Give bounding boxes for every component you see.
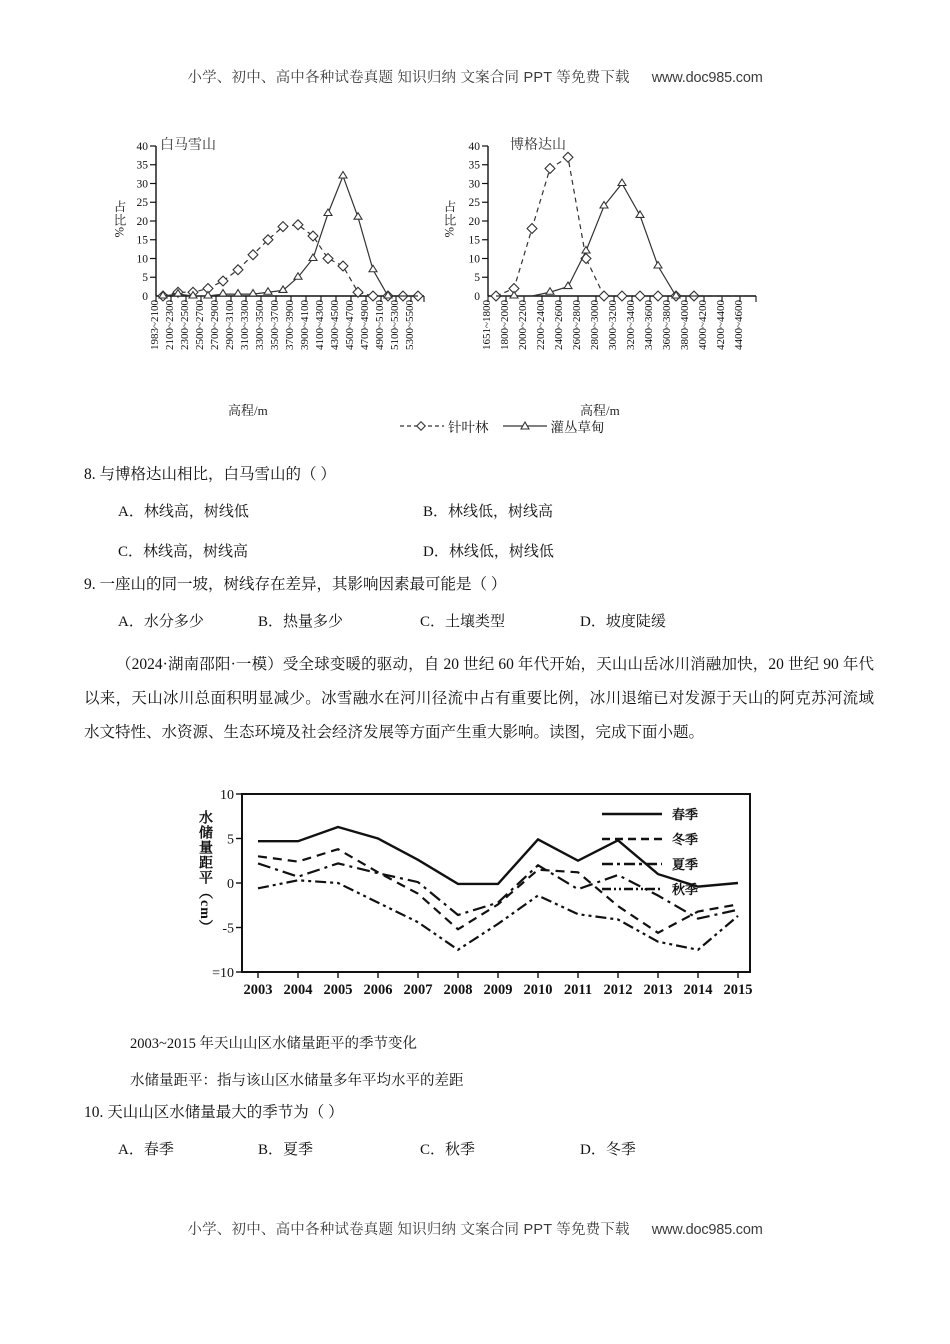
passage-paragraph: （2024·湖南邵阳·一模）受全球变暖的驱动，自 20 世纪 60 年代开始，天山山岳冰川消融加快，20 世纪 90 年代以来，天山冰川总面积明显减少。冰雪融水在河川径流中占有重要比例，冰川退缩已对发源于天山的阿克苏河流域水文特性、水资源、生态环境及社会经济发展等方面产生重大影响。读图，完成下面小题。	[84, 656, 874, 741]
x-tick: 4000~4200	[697, 300, 709, 350]
option-key: C．	[420, 614, 446, 630]
chart-title-bogedashan: 博格达山	[510, 138, 566, 153]
x-tick: 4900~5100	[374, 300, 386, 350]
question-9-option-a[interactable]	[118, 610, 204, 631]
x-tick: 2100~2300	[164, 300, 176, 350]
watermark-top	[0, 66, 950, 87]
svg-text:35: 35	[468, 159, 480, 172]
svg-text:2004: 2004	[283, 982, 313, 998]
plot-area-baimaxueshan	[108, 128, 438, 313]
x-tick: 2400~2600	[553, 300, 565, 350]
option-key: C．	[118, 544, 144, 560]
svg-text:=10: =10	[212, 966, 234, 981]
svg-text:-5: -5	[222, 921, 234, 937]
svg-text:2012: 2012	[603, 982, 633, 998]
figure2-caption-title: 2003~2015 年天山山区水储量距平的季节变化	[130, 1036, 417, 1052]
x-tick: 1800~2000	[499, 300, 511, 350]
x-tick: 3000~3200	[607, 300, 619, 350]
question-10-number: 10.	[84, 1104, 104, 1121]
option-text: 林线低，树线低	[448, 544, 554, 560]
question-9-option-b[interactable]	[258, 610, 343, 631]
svg-text:2014: 2014	[683, 982, 713, 998]
legend-swatch-solid-triangle	[503, 420, 547, 432]
option-text: 水分多少	[143, 614, 204, 630]
x-tick: 2300~2500	[179, 300, 191, 350]
option-key: D．	[580, 614, 606, 630]
option-key: D．	[423, 544, 449, 560]
svg-text:2003: 2003	[243, 982, 273, 998]
option-text: 林线高，树线低	[143, 504, 249, 520]
x-tick: 3400~3600	[643, 300, 655, 350]
svg-text:10: 10	[468, 253, 480, 266]
x-tick: 2000~2200	[517, 300, 529, 350]
question-8-number: 8.	[84, 466, 96, 483]
option-text: 夏季	[283, 1142, 314, 1158]
question-8-option-a[interactable]	[118, 500, 249, 521]
x-tick: 4700~4900	[359, 300, 371, 350]
watermark-text: 小学、初中、高中各种试卷真题 知识归纳 文案合同 PPT 等免费下载	[187, 70, 630, 86]
x-tick: 3700~3900	[284, 300, 296, 350]
svg-text:5: 5	[227, 832, 234, 848]
x-tick: 3900~4100	[299, 300, 311, 350]
y-axis-label-water-storage: 水储量距平（cm）	[197, 810, 212, 935]
option-text: 热量多少	[283, 614, 344, 630]
x-tick: 3800~4000	[679, 300, 691, 350]
chart-bogedashan	[430, 128, 760, 428]
x-tick: 4400~4600	[733, 300, 745, 350]
plot-area-water-storage	[196, 788, 756, 1020]
x-tick: 2500~2700	[194, 300, 206, 350]
chart-baimaxueshan	[108, 128, 438, 428]
option-key: A．	[118, 1142, 144, 1158]
question-10-option-b[interactable]	[258, 1138, 313, 1159]
svg-text:2011: 2011	[563, 982, 593, 998]
svg-text:秋季: 秋季	[672, 882, 699, 897]
option-key: B．	[258, 614, 284, 630]
question-9-stem	[84, 572, 506, 594]
legend-label-shrub-meadow: 灌丛草甸	[550, 420, 605, 435]
svg-text:40: 40	[468, 141, 480, 153]
question-9-text: 一座山的同一坡，树线存在差异，其影响因素最可能是（ ）	[99, 576, 507, 593]
question-8-text: 与博格达山相比，白马雪山的（ ）	[99, 466, 336, 483]
question-10-option-d[interactable]	[580, 1138, 636, 1159]
y-axis-label-bogedashan: 占比%	[442, 200, 456, 239]
question-9-option-d[interactable]	[580, 610, 666, 631]
question-9-option-c[interactable]	[420, 610, 505, 631]
question-10-text: 天山山区水储量最大的季节为（ ）	[107, 1104, 344, 1121]
figure1-legend	[400, 416, 605, 436]
svg-text:2008: 2008	[443, 982, 473, 998]
x-tick: 4200~4400	[715, 300, 727, 350]
x-tick: 1651~1800	[481, 300, 493, 350]
watermark-text: 小学、初中、高中各种试卷真题 知识归纳 文案合同 PPT 等免费下载	[187, 1222, 630, 1238]
svg-text:35: 35	[136, 159, 148, 172]
legend-entry-coniferous-forest	[400, 416, 489, 436]
legend-swatch-dashed-diamond	[400, 420, 444, 432]
option-text: 冬季	[605, 1142, 636, 1158]
x-tick: 2200~2400	[535, 300, 547, 350]
question-10-stem	[84, 1100, 344, 1122]
legend-label-coniferous-forest: 针叶林	[448, 420, 489, 435]
option-key: A．	[118, 504, 144, 520]
option-text: 春季	[143, 1142, 174, 1158]
watermark-bottom	[0, 1218, 950, 1239]
svg-text:夏季: 夏季	[672, 857, 699, 872]
x-tick: 3500~3700	[269, 300, 281, 350]
x-tick: 2600~2800	[571, 300, 583, 350]
option-key: C．	[420, 1142, 446, 1158]
svg-text:0: 0	[227, 877, 234, 892]
chart-title-baimaxueshan: 白马雪山	[160, 138, 216, 153]
svg-text:25: 25	[468, 197, 480, 210]
question-9-number: 9.	[84, 576, 96, 593]
x-tick: 4300~4500	[329, 300, 341, 350]
svg-text:2007: 2007	[403, 982, 433, 998]
x-tick: 3300~3500	[254, 300, 266, 350]
svg-text:2005: 2005	[323, 982, 353, 998]
question-8-option-c[interactable]	[118, 540, 248, 561]
y-axis-label-baimaxueshan: 占比%	[112, 200, 126, 239]
question-10-option-a[interactable]	[118, 1138, 174, 1159]
svg-text:30: 30	[468, 178, 480, 191]
svg-text:10: 10	[220, 788, 234, 803]
x-tick: 2900~3100	[224, 300, 236, 350]
watermark-url: www.doc985.com	[651, 70, 763, 86]
svg-text:25: 25	[136, 197, 148, 210]
figure2-caption-note: 水储量距平：指与该山区水储量多年平均水平的差距	[130, 1073, 464, 1089]
svg-text:2013: 2013	[643, 982, 673, 998]
option-text: 林线低，树线高	[448, 504, 554, 520]
x-tick: 3100~3300	[239, 300, 251, 350]
svg-text:15: 15	[468, 234, 480, 247]
option-key: D．	[580, 1142, 606, 1158]
option-text: 坡度陡缓	[605, 614, 666, 630]
svg-text:30: 30	[136, 178, 148, 191]
svg-text:冬季: 冬季	[672, 832, 699, 847]
legend-water-storage	[602, 807, 698, 897]
question-8-option-b[interactable]	[423, 500, 553, 521]
svg-text:0: 0	[474, 291, 480, 303]
x-tick: 3200~3400	[625, 300, 637, 350]
legend-entry-shrub-meadow	[503, 416, 605, 436]
svg-text:春季: 春季	[672, 807, 699, 822]
svg-text:15: 15	[136, 234, 148, 247]
option-key: B．	[258, 1142, 284, 1158]
x-tick: 4100~4300	[314, 300, 326, 350]
svg-text:10: 10	[136, 253, 148, 266]
svg-text:5: 5	[474, 272, 480, 285]
svg-text:2015: 2015	[723, 982, 753, 998]
figure-water-storage-anomaly	[196, 788, 756, 1020]
question-10-option-c[interactable]	[420, 1138, 475, 1159]
watermark-url: www.doc985.com	[651, 1222, 763, 1238]
x-tick: 3600~3800	[661, 300, 673, 350]
svg-text:0: 0	[142, 291, 148, 303]
option-key: A．	[118, 614, 144, 630]
x-tick: 1983~2100	[149, 300, 161, 350]
x-tick: 5100~5300	[389, 300, 401, 350]
option-text: 土壤类型	[445, 614, 506, 630]
svg-text:2006: 2006	[363, 982, 393, 998]
option-text: 秋季	[445, 1142, 476, 1158]
x-tick: 5300~5500	[404, 300, 416, 350]
svg-text:20: 20	[136, 216, 148, 228]
question-8-stem	[84, 462, 336, 484]
figure-vegetation-belts	[100, 128, 860, 435]
x-tick: 2800~3000	[589, 300, 601, 350]
svg-text:20: 20	[468, 216, 480, 228]
x-axis-label-baimaxueshan: 高程/m	[228, 403, 268, 418]
option-text: 林线高，树线高	[143, 544, 249, 560]
question-8-option-d[interactable]	[423, 540, 554, 561]
svg-text:2009: 2009	[483, 982, 513, 998]
plot-area-bogedashan	[430, 128, 760, 313]
option-key: B．	[423, 504, 449, 520]
svg-text:5: 5	[142, 272, 148, 285]
x-axis-label-bogedashan: 高程/m	[580, 403, 620, 418]
x-tick: 4500~4700	[344, 300, 356, 350]
svg-text:2010: 2010	[523, 982, 553, 998]
x-tick: 2700~2900	[209, 300, 221, 350]
svg-text:40: 40	[136, 141, 148, 153]
